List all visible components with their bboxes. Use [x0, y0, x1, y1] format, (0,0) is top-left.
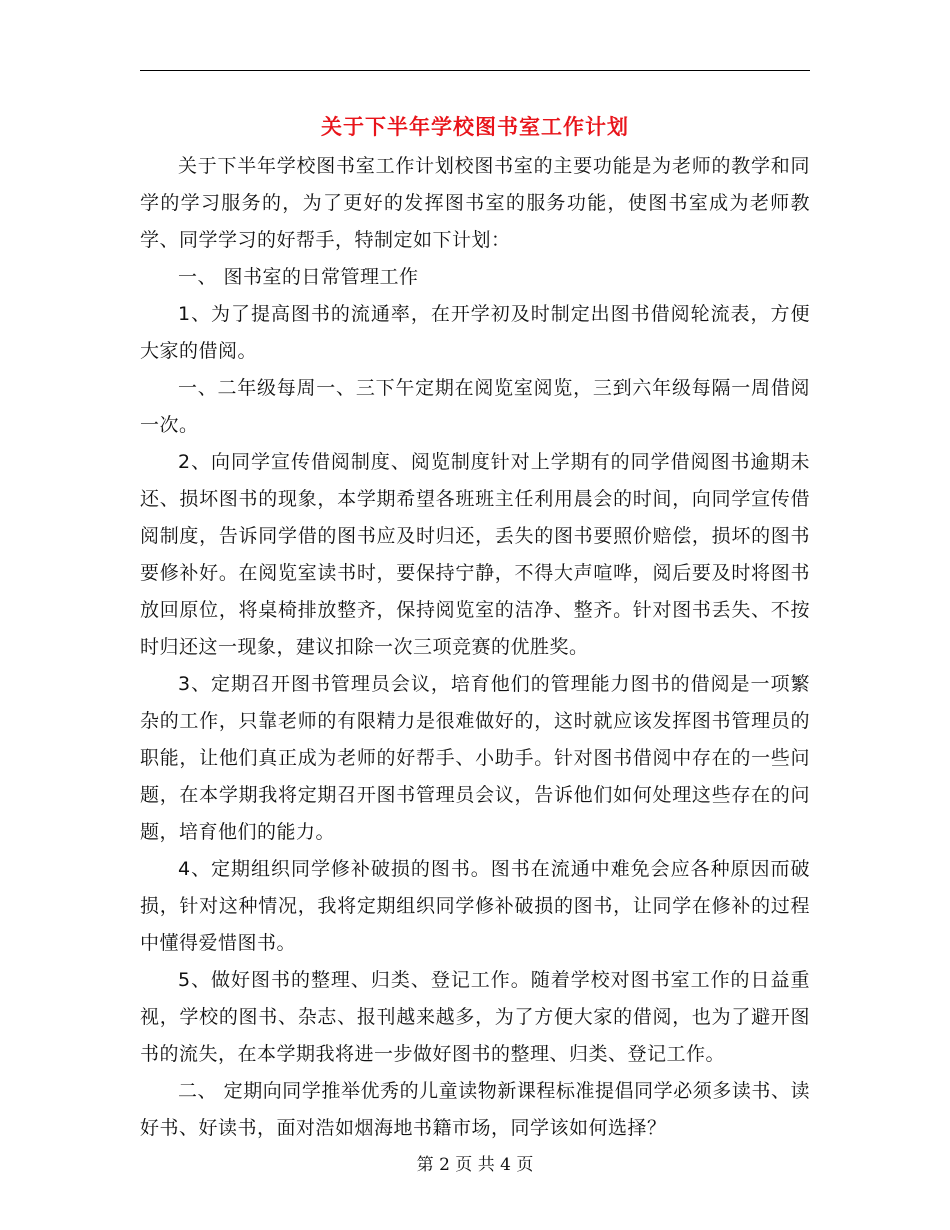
page-number-footer: 第 2 页 共 4 页: [416, 1155, 534, 1175]
document-title: 关于下半年学校图书室工作计划: [321, 115, 629, 139]
paragraph-item-1: 1、为了提高图书的流通率，在开学初及时制定出图书借阅轮流表，方便大家的借阅。: [140, 303, 810, 362]
paragraph-intro: 关于下半年学校图书室工作计划校图书室的主要功能是为老师的教学和同学的学习服务的，为了更好的发挥图书室的服务功能，使图书室成为老师教学、同学学习的好帮手，特制定如下计划：: [140, 155, 810, 251]
section-heading-2: 二、 定期向同学推举优秀的儿童读物新课程标准提倡同学必须多读书、读好书、好读书，面对浩如烟海地书籍市场，同学该如何选择？: [140, 1080, 810, 1139]
paragraph-item-4: 4、定期组织同学修补破损的图书。图书在流通中难免会应各种原因而破损，针对这种情况，我将定期组织同学修补破损的图书，让同学在修补的过程中懂得爱惜图书。: [140, 858, 810, 954]
paragraph-item-2: 2、向同学宣传借阅制度、阅览制度针对上学期有的同学借阅图书逾期未还、损坏图书的现象，本学期希望各班班主任利用晨会的时间，向同学宣传借阅制度，告诉同学借的图书应及时归还，丢失的图书要照价赔偿，损坏的图书要修补好。在阅览室读书时，要保持宁静，不得大声喧哗，阅后要及时将图书放回原位，将桌椅排放整齐，保持阅览室的洁净、整齐。针对图书丢失、不按时归还这一现象，建议扣除一次三项竞赛的优胜奖。: [140, 451, 810, 658]
document-body: [140, 148, 810, 1147]
header-rule: [140, 70, 810, 71]
paragraph-item-3: 3、定期召开图书管理员会议，培育他们的管理能力图书的借阅是一项繁杂的工作，只靠老师的有限精力是很难做好的，这时就应该发挥图书管理员的职能，让他们真正成为老师的好帮手、小助手。针对图书借阅中存在的一些问题，在本学期我将定期召开图书管理员会议，告诉他们如何处理这些存在的问题，培育他们的能力。: [140, 673, 810, 843]
paragraph-item-5: 5、做好图书的整理、归类、登记工作。随着学校对图书室工作的日益重视，学校的图书、杂志、报刊越来越多，为了方便大家的借阅，也为了避开图书的流失，在本学期我将进一步做好图书的整理、归类、登记工作。: [140, 969, 810, 1065]
paragraph-schedule: 一、二年级每周一、三下午定期在阅览室阅览，三到六年级每隔一周借阅一次。: [140, 377, 810, 436]
section-heading-1: 一、 图书室的日常管理工作: [178, 266, 419, 288]
